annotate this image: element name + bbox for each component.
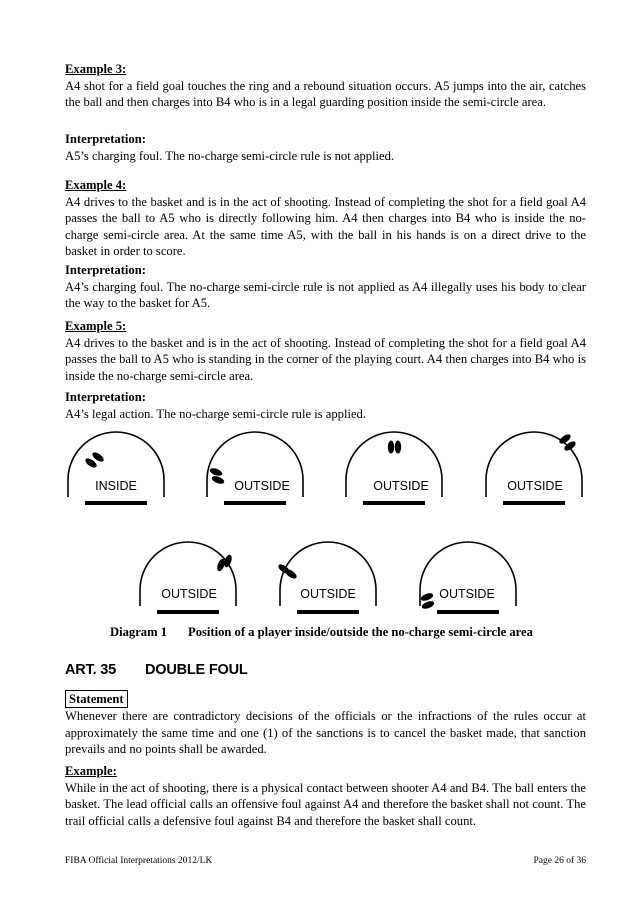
interpretation-text: A4’s charging foul. The no-charge semi-circle rule is not applied as A4 illegally uses his body to clear the way to the basket for A5. <box>65 279 586 310</box>
semi-circle-outside <box>207 432 303 505</box>
example-text: A4 drives to the basket and is in the act of shooting. Instead of completing the shot for a field goal A4 passes the ball to A5 who is standing in the corner of the playing court. A4 then charges into B4 who is inside the no-charge semi-circle area. <box>65 335 586 383</box>
example-4 <box>65 177 586 260</box>
article-heading <box>65 662 248 678</box>
interpretation-4 <box>65 262 586 312</box>
position-label: OUTSIDE <box>373 479 429 493</box>
interpretation-heading: Interpretation: <box>65 263 146 277</box>
example-heading: Example 5: <box>65 319 127 333</box>
position-label: OUTSIDE <box>300 587 356 601</box>
interpretation-5 <box>65 389 586 422</box>
statement-label: Statement <box>65 690 128 708</box>
position-label: INSIDE <box>95 479 137 493</box>
example-heading: Example 3: <box>65 62 127 76</box>
semi-circle-outside <box>277 542 376 614</box>
example-heading: Example 4: <box>65 178 127 192</box>
footer-left: FIBA Official Interpretations 2012/LK <box>65 856 213 866</box>
diagram-caption <box>110 625 533 640</box>
example-3 <box>65 61 586 111</box>
position-label: OUTSIDE <box>507 479 563 493</box>
diagram-number: Diagram 1 <box>110 625 168 639</box>
example-text: A4 drives to the basket and is in the act of shooting. Instead of completing the shot for a field goal A4 passes the ball to A5 who is directly following him. A4 then charges into B4 who is inside the no-charge semi-circle area. At the same time A5, with the ball in his hands is on a direct drive to the basket in order to score. <box>65 194 586 258</box>
semi-circle-outside <box>420 542 516 614</box>
position-label: OUTSIDE <box>439 587 495 601</box>
position-label: OUTSIDE <box>161 587 217 601</box>
page-footer <box>65 856 586 866</box>
semi-circle-inside <box>68 432 164 505</box>
semi-circle-outside <box>346 432 442 505</box>
semi-circle-outside <box>140 542 236 614</box>
interpretation-heading: Interpretation: <box>65 390 146 404</box>
example-heading: Example: <box>65 764 117 778</box>
interpretation-heading: Interpretation: <box>65 132 146 146</box>
example-double-foul <box>65 763 586 829</box>
example-text: A4 shot for a field goal touches the ring and a rebound situation occurs. A5 jumps into the air, catches the ball and then charges into B4 who is in a legal guarding position inside the semi-circle area. <box>65 78 586 109</box>
statement-text: Whenever there are contradictory decisions of the officials or the infractions of the rules occur at approximately the same time and one (1) of the sanctions is to cancel the basket made, that sanction prevails and no points shall be awarded. <box>65 709 586 756</box>
semi-circle-outside <box>486 432 582 505</box>
diagram-caption-text: Position of a player inside/outside the no-charge semi-circle area <box>188 625 533 639</box>
interpretation-text: A5’s charging foul. The no-charge semi-circle rule is not applied. <box>65 148 395 163</box>
example-text: While in the act of shooting, there is a physical contact between shooter A4 and B4. The ball enters the basket. The lead official calls an offensive foul against A4 and therefore the basket shall not count. The trail official calls a defensive foul against B4 and therefore the basket shall count. <box>65 780 586 828</box>
page-number: Page 26 of 36 <box>533 856 586 866</box>
position-label: OUTSIDE <box>234 479 290 493</box>
article-title: DOUBLE FOUL <box>145 662 248 678</box>
example-5 <box>65 318 586 384</box>
interpretation-text: A4’s legal action. The no-charge semi-circle rule is applied. <box>65 406 366 421</box>
interpretation-3 <box>65 131 586 164</box>
article-number: ART. 35 <box>65 662 116 678</box>
